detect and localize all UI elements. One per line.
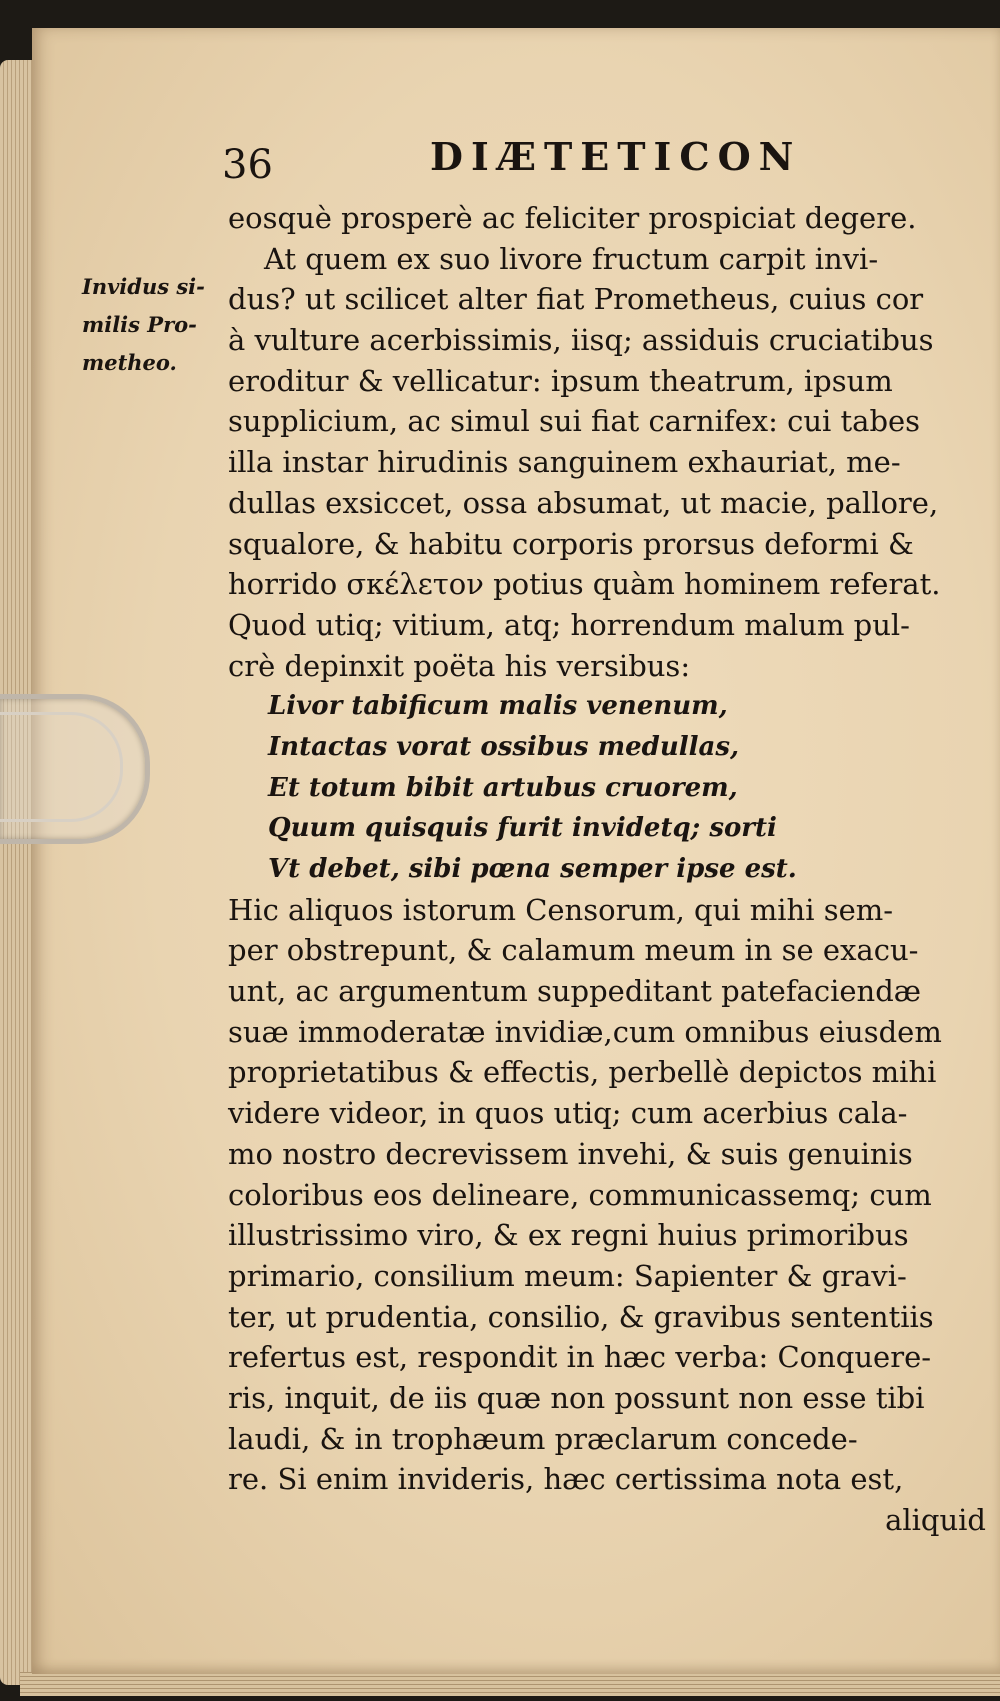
text-line: squalore, & habitu corporis prorsus deformi & bbox=[228, 526, 914, 561]
verse-line: Vt debet, sibi pœna semper ipse est. bbox=[268, 854, 797, 884]
verse-line: Intactas vorat ossibus medullas, bbox=[268, 731, 740, 762]
verse-line: Quum quisquis furit invidetq; sorti bbox=[268, 813, 777, 844]
verse-line: Et totum bibit artubus cruorem, bbox=[268, 772, 738, 803]
marginal-note-line: Invidus si- bbox=[82, 274, 205, 299]
text-line: proprietatibus & effectis, perbellè depictos mihi bbox=[228, 1055, 937, 1090]
text-line: eroditur & vellicatur: ipsum theatrum, ipsum bbox=[228, 363, 893, 398]
marginal-note-line: milis Pro- bbox=[82, 312, 197, 337]
body-text bbox=[228, 198, 988, 1541]
page-stack-bottom-edge bbox=[20, 1672, 1000, 1696]
paper-clip-inner-loop bbox=[0, 712, 123, 822]
text-line: suæ immoderatæ invidiæ,cum omnibus eiusdem bbox=[228, 1014, 942, 1049]
marginal-note bbox=[82, 268, 222, 382]
running-title: DIÆTETICON bbox=[430, 134, 802, 179]
marginal-note-line: metheo. bbox=[82, 350, 177, 375]
text-line: refertus est, respondit in hæc verba: Conquere- bbox=[228, 1340, 932, 1375]
text-line: laudi, & in trophæum præclarum concede- bbox=[228, 1421, 858, 1456]
text-line: Quod utiq; vitium, atq; horrendum malum pul- bbox=[228, 607, 910, 642]
text-line: horrido σκέλετον potius quàm hominem referat. bbox=[228, 567, 941, 602]
text-line: eosquè prosperè ac feliciter prospiciat degere. bbox=[228, 201, 917, 235]
text-line: primario, consilium meum: Sapienter & gravi- bbox=[228, 1258, 907, 1293]
text-line: illustrissimo viro, & ex regni huius primoribus bbox=[228, 1218, 909, 1253]
text-line: crè depinxit poëta his versibus: bbox=[228, 648, 691, 683]
page-number: 36 bbox=[222, 142, 273, 188]
text-line: Hic aliquos istorum Censorum, qui mihi sem- bbox=[228, 892, 894, 927]
text-line: supplicium, ac simul sui fiat carnifex: cui tabes bbox=[228, 404, 921, 439]
text-line: coloribus eos delineare, communicassemq; cum bbox=[228, 1177, 932, 1212]
verse-line: Livor tabificum malis venenum, bbox=[268, 691, 728, 722]
text-line: videre videor, in quos utiq; cum acerbius cala- bbox=[228, 1096, 908, 1131]
text-line: unt, ac argumentum suppeditant patefaciendæ bbox=[228, 974, 922, 1009]
text-line: mo nostro decrevissem invehi, & suis genuinis bbox=[228, 1136, 913, 1171]
text-line: dullas exsiccet, ossa absumat, ut macie, pallore, bbox=[228, 485, 939, 520]
text-line: ter, ut prudentia, consilio, & gravibus sententiis bbox=[228, 1299, 934, 1334]
text-line: At quem ex suo livore fructum carpit invi- bbox=[264, 241, 879, 276]
catchword: aliquid bbox=[885, 1503, 986, 1537]
text-line: illa instar hirudinis sanguinem exhauriat, me- bbox=[228, 445, 901, 480]
text-line: dus? ut scilicet alter fiat Prometheus, cuius cor bbox=[228, 282, 924, 317]
text-line: re. Si enim invideris, hæc certissima nota est, bbox=[228, 1462, 904, 1497]
text-line: ris, inquit, de iis quæ non possunt non esse tibi bbox=[228, 1380, 925, 1415]
text-line: per obstrepunt, & calamum meum in se exacu- bbox=[228, 933, 919, 968]
text-line: à vulture acerbissimis, iisq; assiduis cruciatibus bbox=[228, 323, 934, 358]
